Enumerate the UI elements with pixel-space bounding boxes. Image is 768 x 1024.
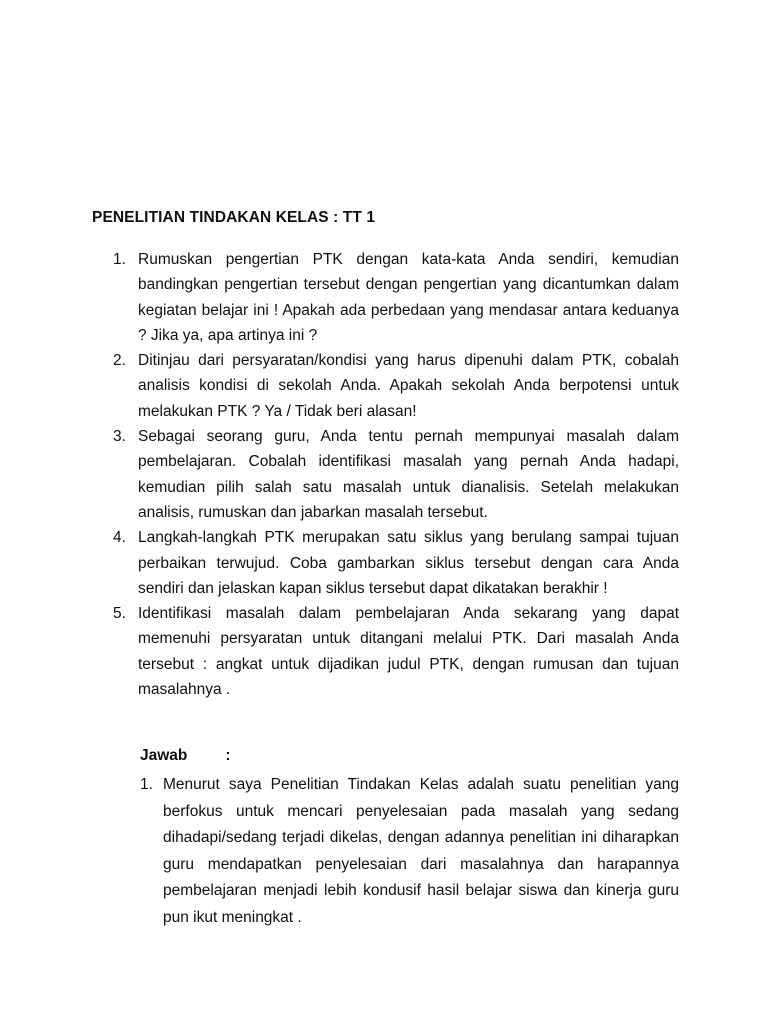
- question-text: Ditinjau dari persyaratan/kondisi yang harus dipenuhi dalam PTK, cobalah analisis kondisi di sekolah Anda. Apakah sekolah Anda berpotensi untuk melakukan PTK ? Ya / Tidak beri alasan!: [138, 352, 679, 420]
- question-text: Identifikasi masalah dalam pembelajaran Anda sekarang yang dapat memenuhi persyaratan untuk ditangani melalui PTK. Dari masalah Anda tersebut : angkat untuk dijadikan judul PTK, dengan rumusan dan tujuan masalahnya .: [138, 605, 679, 699]
- answer-number: 1.: [140, 776, 153, 793]
- question-item: [92, 601, 679, 702]
- answer-text: Menurut saya Penelitian Tindakan Kelas adalah suatu penelitian yang berfokus untuk mencari penyelesaian pada masalah yang sedang dihadapi/sedang terjadi dikelas, dengan adannya penelitian ini diharapkan guru mendapatkan penyelesaian dari masalahnya dan harapannya pembelajaran menjadi lebih kondusif hasil belajar siswa dan kinerja guru pun ikut meningkat .: [163, 776, 679, 926]
- answer-item: [119, 772, 679, 932]
- question-text: Rumuskan pengertian PTK dengan kata-kata Anda sendiri, kemudian bandingkan pengertian tersebut dengan pengertian yang dicantumkan dalam kegiatan belajar ini ! Apakah ada perbedaan yang mendasar antara keduanya ? Jika ya, apa artinya ini ?: [138, 251, 679, 344]
- question-number: 2.: [113, 352, 126, 370]
- question-text: Sebagai seorang guru, Anda tentu pernah mempunyai masalah dalam pembelajaran. Cobalah identifikasi masalah yang pernah Anda hadapi, kemudian pilih salah satu masalah untuk dianalisis. Setelah melakukan analisis, rumuskan dan jabarkan masalah tersebut.: [138, 428, 679, 521]
- question-number: 4.: [113, 529, 126, 547]
- question-item: [92, 525, 679, 601]
- answer-heading: [140, 747, 231, 765]
- document-title: PENELITIAN TINDAKAN KELAS : TT 1: [92, 209, 376, 226]
- answer-list: [119, 772, 679, 932]
- question-item: [92, 348, 679, 424]
- question-number: 1.: [113, 251, 126, 268]
- question-item: [92, 247, 679, 348]
- question-item: [92, 424, 679, 525]
- answer-colon: :: [225, 747, 231, 764]
- answer-label: Jawab: [140, 747, 188, 764]
- question-number: 5.: [113, 605, 126, 623]
- question-text: Langkah-langkah PTK merupakan satu siklus yang berulang sampai tujuan perbaikan terwujud. Coba gambarkan siklus tersebut dengan cara Anda sendiri dan jelaskan kapan siklus tersebut dapat dikatakan berakhir !: [138, 529, 679, 597]
- question-number: 3.: [113, 428, 126, 446]
- question-list: [92, 247, 679, 702]
